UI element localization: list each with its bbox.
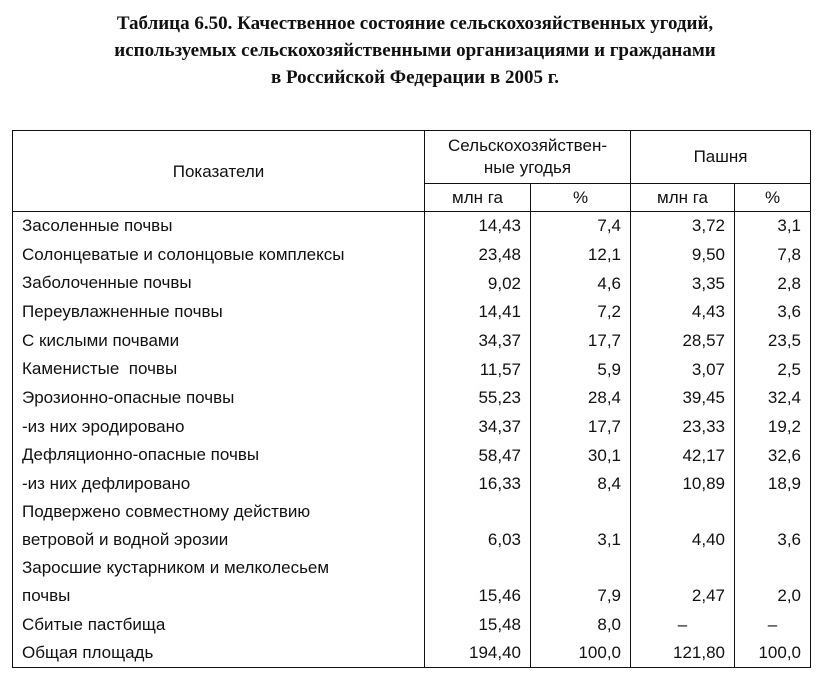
header-unit-mln-ha-1: млн га xyxy=(425,184,531,212)
cell-arable-mln-ha: – xyxy=(631,610,735,639)
row-label-line-2: почвы xyxy=(22,586,71,606)
cell-land-pct: 17,7 xyxy=(531,412,631,441)
cell-land-pct: 12,1 xyxy=(531,240,631,269)
cell-arable-mln-ha: 4,40 xyxy=(631,498,735,554)
data-table xyxy=(12,130,811,668)
row-label-line-1: Подвержено совместному действию xyxy=(22,502,311,522)
row-label: -из них эродировано xyxy=(13,412,425,441)
cell-land-pct: 4,6 xyxy=(531,269,631,298)
caption-line-2: используемых сельскохозяйственными организациями и гражданами xyxy=(114,40,716,61)
cell-arable-pct: 23,5 xyxy=(735,326,811,355)
cell-arable-pct: 2,0 xyxy=(735,554,811,610)
cell-land-mln-ha: 34,37 xyxy=(425,412,531,441)
table-row xyxy=(13,412,811,441)
cell-arable-mln-ha: 3,35 xyxy=(631,269,735,298)
cell-land-pct: 30,1 xyxy=(531,441,631,470)
cell-land-pct: 28,4 xyxy=(531,384,631,413)
cell-land-pct: 8,0 xyxy=(531,610,631,639)
row-label: С кислыми почвами xyxy=(13,326,425,355)
cell-arable-mln-ha: 10,89 xyxy=(631,470,735,499)
header-unit-pct-1: % xyxy=(531,184,631,212)
cell-land-pct: 7,4 xyxy=(531,212,631,241)
row-label-line-1: Заросшие кустарником и мелколесьем xyxy=(22,558,330,578)
row-label: Эрозионно-опасные почвы xyxy=(13,384,425,413)
cell-arable-pct: 7,8 xyxy=(735,240,811,269)
cell-arable-mln-ha: 9,50 xyxy=(631,240,735,269)
table-row xyxy=(13,355,811,384)
cell-land-pct: 3,1 xyxy=(531,498,631,554)
cell-land-mln-ha: 58,47 xyxy=(425,441,531,470)
cell-arable-pct: 32,4 xyxy=(735,384,811,413)
cell-land-mln-ha: 15,48 xyxy=(425,610,531,639)
table-row xyxy=(13,554,811,610)
cell-arable-pct: 18,9 xyxy=(735,470,811,499)
row-label: Заболоченные почвы xyxy=(13,269,425,298)
cell-arable-mln-ha: 3,07 xyxy=(631,355,735,384)
header-indicators: Показатели xyxy=(13,131,425,212)
cell-arable-pct: 3,6 xyxy=(735,298,811,327)
cell-land-mln-ha: 16,33 xyxy=(425,470,531,499)
table-row xyxy=(13,326,811,355)
row-label: Каменистые почвы xyxy=(13,355,425,384)
header-agricultural-land: Сельскохозяйствен- ные угодья xyxy=(425,131,631,184)
cell-arable-pct: 32,6 xyxy=(735,441,811,470)
table-row xyxy=(13,298,811,327)
cell-arable-pct: 3,1 xyxy=(735,212,811,241)
cell-arable-mln-ha: 23,33 xyxy=(631,412,735,441)
cell-land-pct: 8,4 xyxy=(531,470,631,499)
cell-arable-mln-ha: 2,47 xyxy=(631,554,735,610)
row-label: -из них дефлировано xyxy=(13,470,425,499)
header-arable-land: Пашня xyxy=(631,131,811,184)
cell-land-mln-ha: 194,40 xyxy=(425,639,531,668)
cell-land-pct: 7,2 xyxy=(531,298,631,327)
table-row xyxy=(13,441,811,470)
row-label: Общая площадь xyxy=(13,639,425,668)
cell-land-mln-ha: 6,03 xyxy=(425,498,531,554)
table-row xyxy=(13,384,811,413)
row-label: Засоленные почвы xyxy=(13,212,425,241)
table-caption xyxy=(0,10,830,91)
row-label: Дефляционно-опасные почвы xyxy=(13,441,425,470)
table-row xyxy=(13,240,811,269)
table-row xyxy=(13,212,811,241)
cell-land-pct: 7,9 xyxy=(531,554,631,610)
table-row xyxy=(13,498,811,554)
cell-land-mln-ha: 14,43 xyxy=(425,212,531,241)
cell-land-mln-ha: 14,41 xyxy=(425,298,531,327)
row-label: Солонцеватые и солонцовые комплексы xyxy=(13,240,425,269)
cell-land-mln-ha: 23,48 xyxy=(425,240,531,269)
cell-arable-mln-ha: 4,43 xyxy=(631,298,735,327)
row-label: Переувлажненные почвы xyxy=(13,298,425,327)
cell-arable-mln-ha: 3,72 xyxy=(631,212,735,241)
cell-land-pct: 17,7 xyxy=(531,326,631,355)
cell-land-mln-ha: 55,23 xyxy=(425,384,531,413)
cell-land-mln-ha: 9,02 xyxy=(425,269,531,298)
header-unit-mln-ha-2: млн га xyxy=(631,184,735,212)
cell-arable-mln-ha: 28,57 xyxy=(631,326,735,355)
cell-land-mln-ha: 34,37 xyxy=(425,326,531,355)
table-row xyxy=(13,470,811,499)
row-label xyxy=(13,554,425,610)
table-row xyxy=(13,610,811,639)
caption-line-1: Таблица 6.50. Качественное состояние сельскохозяйственных угодий, xyxy=(116,13,714,34)
table-row xyxy=(13,269,811,298)
cell-arable-mln-ha: 42,17 xyxy=(631,441,735,470)
cell-arable-pct: 2,8 xyxy=(735,269,811,298)
cell-arable-pct: 3,6 xyxy=(735,498,811,554)
cell-arable-pct: – xyxy=(735,610,811,639)
header-row-groups xyxy=(13,131,811,184)
table-row-total xyxy=(13,639,811,668)
cell-land-pct: 100,0 xyxy=(531,639,631,668)
cell-land-pct: 5,9 xyxy=(531,355,631,384)
cell-land-mln-ha: 11,57 xyxy=(425,355,531,384)
cell-arable-pct: 100,0 xyxy=(735,639,811,668)
cell-arable-pct: 19,2 xyxy=(735,412,811,441)
cell-arable-mln-ha: 121,80 xyxy=(631,639,735,668)
header-unit-pct-2: % xyxy=(735,184,811,212)
row-label-line-2: ветровой и водной эрозии xyxy=(22,530,229,550)
cell-land-mln-ha: 15,46 xyxy=(425,554,531,610)
row-label xyxy=(13,498,425,554)
cell-arable-mln-ha: 39,45 xyxy=(631,384,735,413)
cell-arable-pct: 2,5 xyxy=(735,355,811,384)
row-label: Сбитые пастбища xyxy=(13,610,425,639)
caption-line-3: в Российской Федерации в 2005 г. xyxy=(271,67,559,88)
